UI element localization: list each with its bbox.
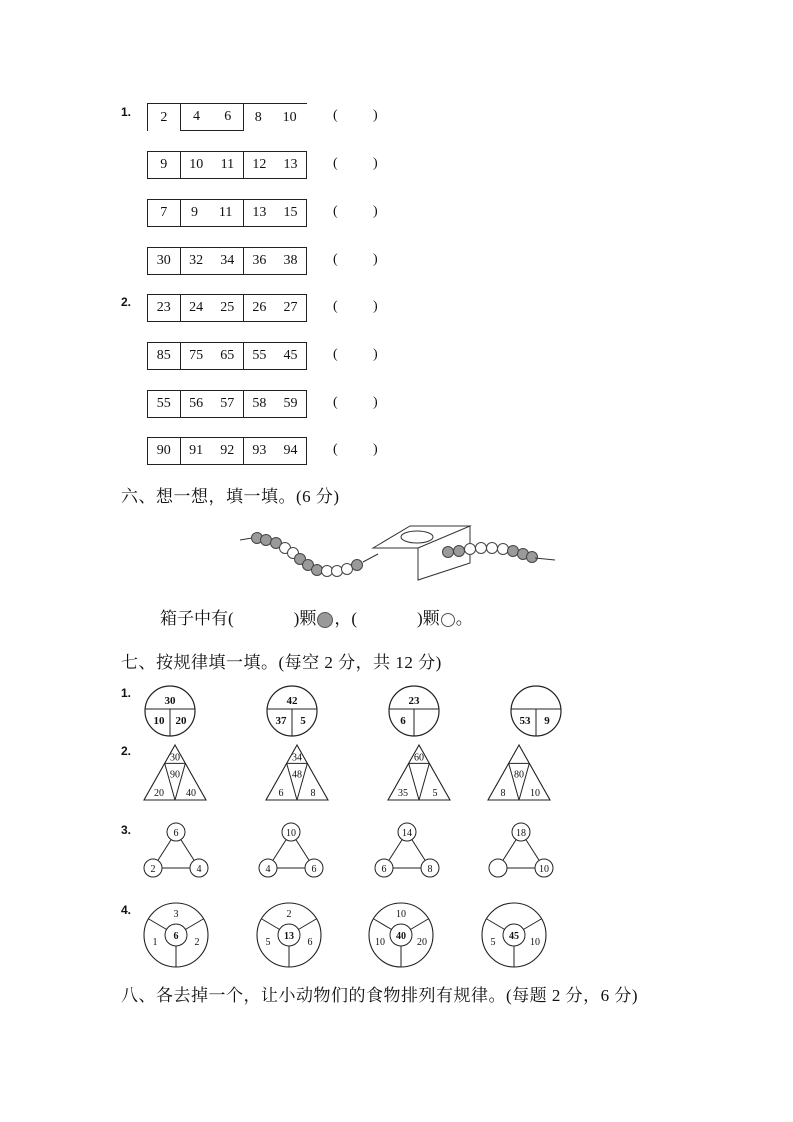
sequence-number: 24 xyxy=(189,300,204,315)
circle-top-number: 23 xyxy=(408,695,420,707)
triangle-top-number: 34 xyxy=(292,752,302,764)
circle-right-number: 20 xyxy=(175,715,187,727)
paren-left: ( xyxy=(333,252,338,267)
sequence-number: 34 xyxy=(220,253,235,268)
question-2-label: 2. xyxy=(121,295,132,309)
sequence-number: 23 xyxy=(156,300,171,315)
sequence-number: 25 xyxy=(220,300,235,315)
paren-left: ( xyxy=(333,347,338,362)
sequence-number: 8 xyxy=(254,109,262,125)
sequence-number: 55 xyxy=(156,396,171,411)
paren-left: ( xyxy=(333,204,338,219)
paren-right: ) xyxy=(373,395,378,410)
wheel-center-number: 40 xyxy=(396,931,406,942)
section-8-heading: 八、各去掉一个，让小动物们的食物排列有规律。(每题 2 分，6 分) xyxy=(121,986,639,1005)
paren-right: ) xyxy=(373,108,378,123)
node-right-number: 8 xyxy=(427,864,433,875)
sequence-number: 58 xyxy=(252,396,267,411)
q7-4-label: 4. xyxy=(121,903,132,917)
sequence-number: 2 xyxy=(160,109,168,125)
circle-right-number: 5 xyxy=(300,715,306,727)
sequence-number: 85 xyxy=(156,348,171,363)
wheel-top-number: 2 xyxy=(286,909,292,920)
sequence-number: 38 xyxy=(283,253,298,268)
circle-left-number: 10 xyxy=(153,715,165,727)
node-top-number: 14 xyxy=(402,828,412,839)
wheel-center-number: 45 xyxy=(509,931,519,942)
answer-text-2: )颗 xyxy=(293,609,317,628)
sequence-number: 32 xyxy=(189,253,204,268)
node-left-number: 6 xyxy=(381,864,387,875)
sequence-number: 59 xyxy=(283,396,298,411)
sequence-number: 65 xyxy=(220,348,235,363)
triangle-left-number: 8 xyxy=(500,788,506,799)
triangle-right-number: 10 xyxy=(530,788,540,799)
circle-left-number: 37 xyxy=(275,715,287,727)
sequence-number: 13 xyxy=(283,157,298,172)
wheel-right-number: 20 xyxy=(417,937,427,948)
triangle-middle-number: 48 xyxy=(292,769,302,781)
triangle-middle-number: 80 xyxy=(514,769,524,781)
section-6-heading: 六、想一想，填一填。(6 分) xyxy=(121,487,340,506)
paren-left: ( xyxy=(333,156,338,171)
sequence-number: 57 xyxy=(220,396,235,411)
node-right-number: 6 xyxy=(311,864,317,875)
paren-left: ( xyxy=(333,108,338,123)
sequence-number: 12 xyxy=(252,157,267,172)
sequence-number: 92 xyxy=(220,443,235,458)
sequence-number: 56 xyxy=(189,396,204,411)
wheel-center-number: 6 xyxy=(173,931,179,942)
wheel-top-number: 3 xyxy=(173,909,179,920)
sequence-number: 55 xyxy=(252,348,267,363)
sequence-number: 9 xyxy=(191,205,199,220)
paren-right: ) xyxy=(373,204,378,219)
sequence-number: 10 xyxy=(282,109,297,125)
node-top-number: 10 xyxy=(286,828,296,839)
node-top-number: 6 xyxy=(173,828,179,839)
sequence-number: 6 xyxy=(224,109,232,124)
sequence-number: 7 xyxy=(160,205,168,220)
paren-right: ) xyxy=(373,347,378,362)
sequence-number: 4 xyxy=(192,109,200,124)
q7-2-label: 2. xyxy=(121,744,132,758)
sequence-number: 13 xyxy=(252,205,267,220)
paren-left: ( xyxy=(333,395,338,410)
triangle-middle-number: 90 xyxy=(170,769,180,781)
triangle-top-number: 60 xyxy=(414,752,424,764)
wheel-right-number: 2 xyxy=(194,937,200,948)
wheel-left-number: 1 xyxy=(152,937,158,948)
answer-text-1: 箱子中有( xyxy=(160,609,234,628)
sequence-number: 30 xyxy=(156,253,171,268)
paren-right: ) xyxy=(373,299,378,314)
q7-1-label: 1. xyxy=(121,686,132,700)
answer-text-4: )颗 xyxy=(417,609,440,628)
triangle-left-number: 35 xyxy=(398,788,408,799)
paren-right: ) xyxy=(373,442,378,457)
circle-top-number: 30 xyxy=(164,695,176,707)
q7-3-label: 3. xyxy=(121,823,132,837)
node-left-number: 2 xyxy=(150,864,156,875)
circle-top-number: 42 xyxy=(286,695,298,707)
sequence-number: 94 xyxy=(283,443,298,458)
sequence-number: 36 xyxy=(252,253,267,268)
paren-left: ( xyxy=(333,299,338,314)
paren-right: ) xyxy=(373,252,378,267)
wheel-left-number: 5 xyxy=(490,937,496,948)
node-left-number: 4 xyxy=(265,864,271,875)
wheel-right-number: 6 xyxy=(307,937,313,948)
node-right-number: 10 xyxy=(539,864,549,875)
sequence-number: 93 xyxy=(252,443,267,458)
node-top-number: 18 xyxy=(516,828,526,839)
triangle-top-number: 30 xyxy=(170,752,180,764)
sequence-number: 91 xyxy=(189,443,204,458)
question-1-label: 1. xyxy=(121,105,132,119)
sequence-number: 45 xyxy=(283,348,298,363)
circle-left-number: 53 xyxy=(519,715,531,727)
section-7-heading: 七、按规律填一填。(每空 2 分，共 12 分) xyxy=(121,653,442,672)
triangle-right-number: 5 xyxy=(432,788,438,799)
circle-left-number: 6 xyxy=(400,715,406,727)
paren-right: ) xyxy=(373,156,378,171)
sequence-number: 75 xyxy=(189,348,204,363)
answer-text-3: ，( xyxy=(334,609,358,628)
sequence-number: 11 xyxy=(218,205,233,220)
answer-text-5: 。 xyxy=(455,609,473,628)
circle-right-number: 9 xyxy=(544,715,550,727)
paren-left: ( xyxy=(333,442,338,457)
triangle-left-number: 20 xyxy=(154,788,164,799)
triangle-right-number: 40 xyxy=(186,788,196,799)
sequence-number: 26 xyxy=(252,300,267,315)
wheel-left-number: 10 xyxy=(375,937,385,948)
wheel-left-number: 5 xyxy=(265,937,271,948)
node-circle xyxy=(489,859,507,877)
sequence-number: 15 xyxy=(283,205,298,220)
wheel-top-number: 10 xyxy=(396,909,406,920)
triangle-left-number: 6 xyxy=(278,788,284,799)
sequence-number: 90 xyxy=(156,443,171,458)
sequence-number: 10 xyxy=(189,157,204,172)
sequence-number: 27 xyxy=(283,300,298,315)
wheel-right-number: 10 xyxy=(530,937,540,948)
node-right-number: 4 xyxy=(196,864,202,875)
triangle-right-number: 8 xyxy=(310,788,316,799)
sequence-number: 9 xyxy=(160,157,168,172)
wheel-center-number: 13 xyxy=(284,931,294,942)
sequence-number: 11 xyxy=(220,157,235,172)
